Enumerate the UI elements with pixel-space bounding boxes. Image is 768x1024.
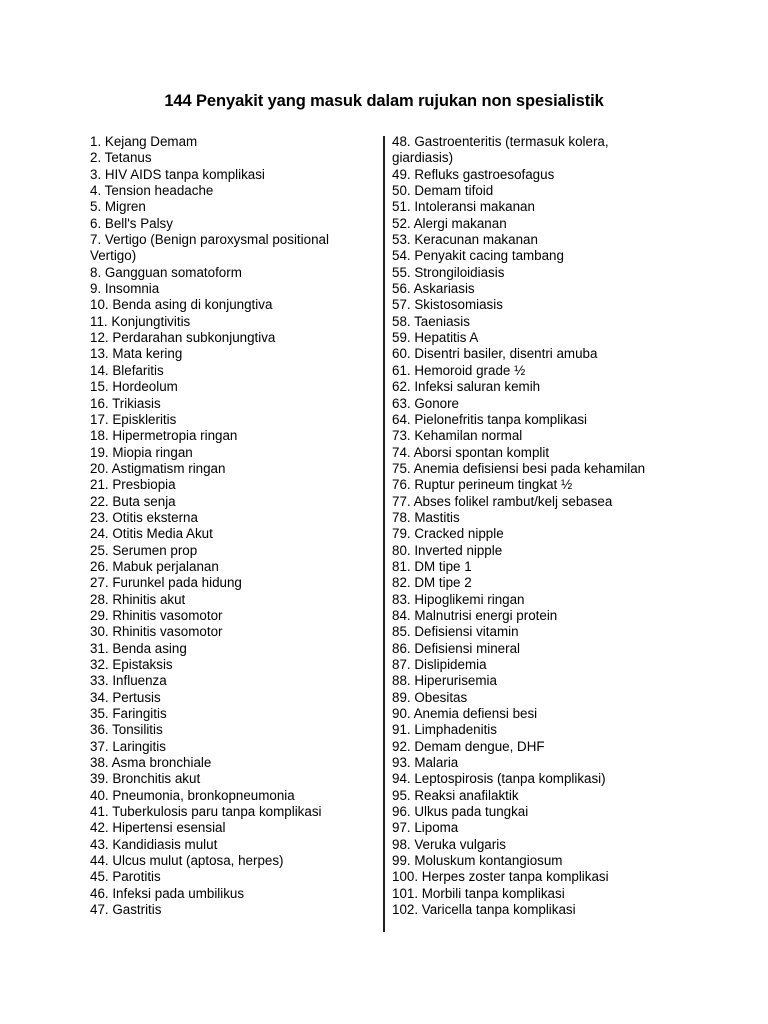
list-item: 43. Kandidiasis mulut	[90, 836, 218, 852]
list-item: 9. Insomnia	[90, 281, 160, 297]
list-item: 22. Buta senja	[90, 493, 176, 509]
list-item: 7. Vertigo (Benign paroxysmal positional Vertigo)	[90, 232, 329, 264]
list-item: 64. Pielonefritis tanpa komplikasi	[392, 411, 588, 427]
list-item: 49. Refluks gastroesofagus	[392, 166, 555, 182]
list-item: 97. Lipoma	[392, 820, 459, 836]
list-item: 19. Miopia ringan	[90, 444, 193, 460]
list-item: 40. Pneumonia, bronkopneumonia	[90, 787, 295, 803]
list-item: 21. Presbiopia	[90, 477, 176, 493]
list-item: 34. Pertusis	[90, 689, 161, 705]
list-item: 89. Obesitas	[392, 689, 468, 705]
list-item: 86. Defisiensi mineral	[392, 640, 521, 656]
list-item: 25. Serumen prop	[90, 542, 198, 558]
list-item: 10. Benda asing di konjungtiva	[90, 297, 273, 313]
list-item: 101. Morbili tanpa komplikasi	[392, 885, 565, 901]
list-item: 46. Infeksi pada umbilikus	[90, 885, 245, 901]
list-item: 33. Influenza	[90, 673, 167, 689]
list-item: 24. Otitis Media Akut	[90, 526, 213, 542]
list-item: 57. Skistosomiasis	[392, 297, 503, 313]
list-item: 6. Bell's Palsy	[90, 215, 173, 231]
list-item: 81. DM tipe 1	[392, 558, 472, 574]
list-item: 91. Limphadenitis	[392, 722, 497, 738]
list-item: 63. Gonore	[392, 395, 459, 411]
list-item: 48. Gastroenteritis (termasuk kolera, giardiasis)	[392, 134, 609, 166]
list-item: 76. Ruptur perineum tingkat ½	[392, 477, 573, 493]
list-item: 29. Rhinitis vasomotor	[90, 607, 223, 623]
list-item: 42. Hipertensi esensial	[90, 820, 226, 836]
list-item: 60. Disentri basiler, disentri amuba	[392, 346, 598, 362]
list-item: 51. Intoleransi makanan	[392, 199, 535, 215]
list-item: 18. Hipermetropia ringan	[90, 428, 238, 444]
list-item: 80. Inverted nipple	[392, 542, 503, 558]
list-item: 98. Veruka vulgaris	[392, 836, 506, 852]
list-item: 88. Hiperurisemia	[392, 673, 497, 689]
list-item: 84. Malnutrisi energi protein	[392, 607, 558, 623]
list-item: 75. Anemia defisiensi besi pada kehamilan	[392, 460, 646, 476]
list-item: 96. Ulkus pada tungkai	[392, 804, 529, 820]
list-item: 3. HIV AIDS tanpa komplikasi	[90, 166, 265, 182]
list-item: 14. Blefaritis	[90, 362, 164, 378]
list-item: 26. Mabuk perjalanan	[90, 558, 219, 574]
list-item: 54. Penyakit cacing tambang	[392, 248, 564, 264]
list-item: 27. Furunkel pada hidung	[90, 575, 242, 591]
list-item: 39. Bronchitis akut	[90, 771, 201, 787]
list-item: 87. Dislipidemia	[392, 657, 487, 672]
list-item: 52. Alergi makanan	[392, 215, 507, 231]
list-item: 83. Hipoglikemi ringan	[392, 591, 525, 607]
list-item: 102. Varicella tanpa komplikasi	[392, 902, 576, 918]
list-item: 82. DM tipe 2	[392, 575, 472, 591]
list-item: 53. Keracunan makanan	[392, 232, 538, 248]
list-item: 44. Ulcus mulut (aptosa, herpes)	[90, 853, 284, 869]
list-item: 11. Konjungtivitis	[90, 313, 191, 329]
column-divider	[383, 136, 385, 932]
list-item: 85. Defisiensi vitamin	[392, 624, 519, 640]
list-item: 50. Demam tifoid	[392, 183, 494, 199]
list-item: 58. Taeniasis	[392, 313, 470, 329]
list-item: 32. Epistaksis	[90, 657, 173, 672]
page-title: 144 Penyakit yang masuk dalam rujukan non spesialistik	[164, 92, 604, 110]
list-item: 35. Faringitis	[90, 706, 167, 722]
list-item: 16. Trikiasis	[90, 395, 161, 411]
list-item: 17. Episkleritis	[90, 411, 177, 427]
list-item: 4. Tension headache	[90, 183, 214, 199]
list-item: 28. Rhinitis akut	[90, 591, 186, 607]
list-item: 56. Askariasis	[392, 281, 475, 297]
list-item: 99. Moluskum kontangiosum	[392, 853, 563, 869]
list-item: 59. Hepatitis A	[392, 330, 479, 346]
list-item: 8. Gangguan somatoform	[90, 264, 242, 280]
list-item: 94. Leptospirosis (tanpa komplikasi)	[392, 771, 606, 787]
list-item: 74. Aborsi spontan komplit	[392, 444, 550, 460]
list-item: 90. Anemia defiensi besi	[392, 706, 538, 722]
list-item: 93. Malaria	[392, 755, 459, 771]
list-item: 20. Astigmatism ringan	[90, 460, 226, 476]
list-item: 5. Migren	[90, 199, 146, 215]
list-item: 30. Rhinitis vasomotor	[90, 624, 223, 640]
list-item: 73. Kehamilan normal	[392, 428, 523, 444]
left-disease-list	[90, 134, 352, 919]
right-disease-list	[392, 134, 672, 919]
list-item: 15. Hordeolum	[90, 379, 178, 395]
list-item: 95. Reaksi anafilaktik	[392, 787, 519, 803]
list-item: 79. Cracked nipple	[392, 526, 504, 542]
list-item: 61. Hemoroid grade ½	[392, 362, 526, 378]
list-item: 62. Infeksi saluran kemih	[392, 379, 541, 395]
list-item: 31. Benda asing	[90, 640, 187, 656]
list-item: 1. Kejang Demam	[90, 134, 198, 149]
list-item: 100. Herpes zoster tanpa komplikasi	[392, 869, 609, 885]
list-item: 38. Asma bronchiale	[90, 755, 212, 771]
list-item: 77. Abses folikel rambut/kelj sebasea	[392, 493, 613, 509]
list-item: 2. Tetanus	[90, 150, 152, 166]
list-item: 37. Laringitis	[90, 738, 166, 754]
list-item: 41. Tuberkulosis paru tanpa komplikasi	[90, 804, 322, 820]
list-item: 47. Gastritis	[90, 902, 162, 918]
list-item: 36. Tonsilitis	[90, 722, 163, 738]
list-item: 78. Mastitis	[392, 509, 460, 525]
list-item: 45. Parotitis	[90, 869, 161, 885]
list-item: 23. Otitis eksterna	[90, 509, 198, 525]
list-item: 92. Demam dengue, DHF	[392, 738, 545, 754]
list-item: 12. Perdarahan subkonjungtiva	[90, 330, 276, 346]
list-item: 55. Strongiloidiasis	[392, 264, 505, 280]
list-item: 13. Mata kering	[90, 346, 183, 362]
